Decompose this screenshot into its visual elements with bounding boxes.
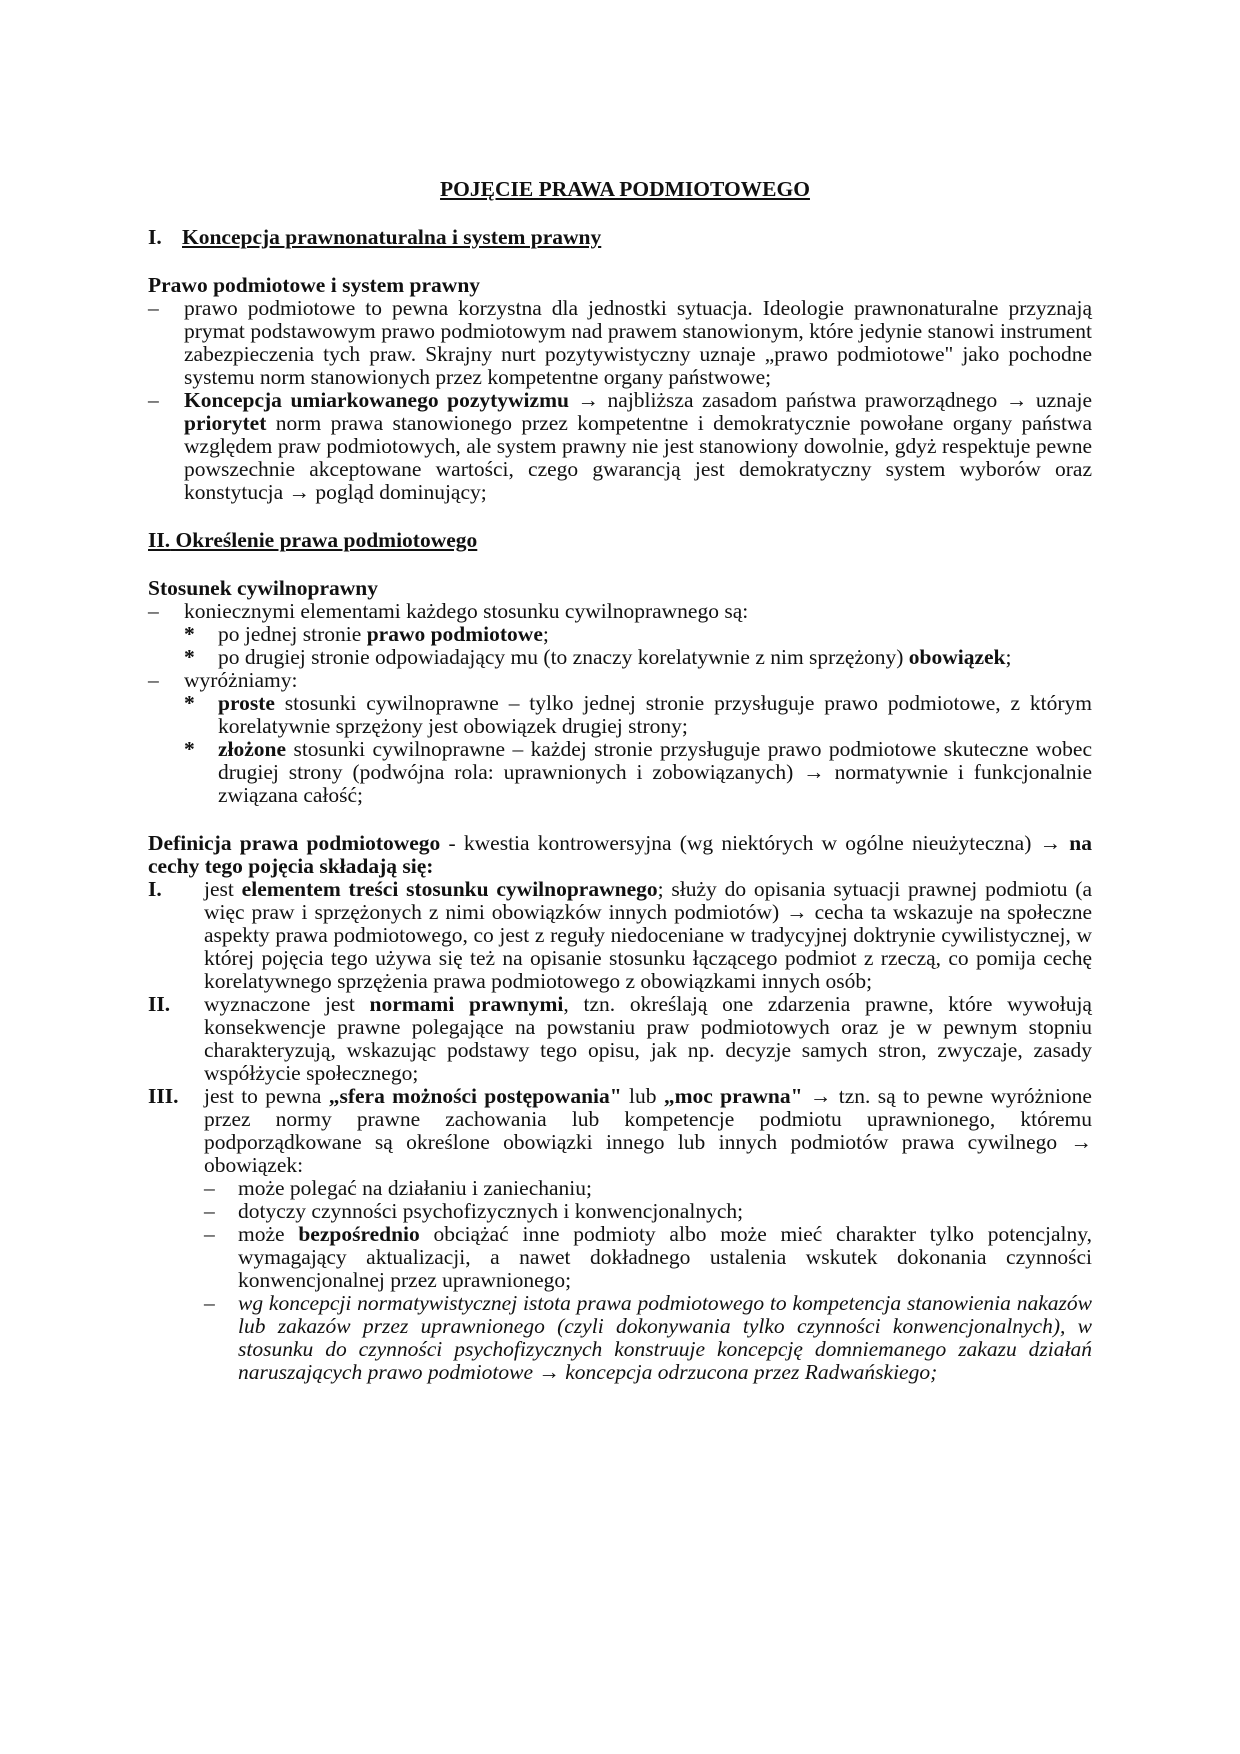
bold-term: priorytet <box>184 411 267 435</box>
bold-term: proste <box>218 691 275 715</box>
nested-list-item <box>148 1200 1092 1223</box>
roman-list-item-text: jest elementem treści stosunku cywilnoprawnego; służy do opisania sytuacji prawnej podmiotu (a więc praw i sprzężonych z nimi obowiązków innych podmiotów) → cecha ta wskazuje na społeczne aspekty prawa podmiotowego, co jest z reguły niedoceniane w tradycyjnej doktrynie cywilistycznej, w której pojęcia tego używa się też na opisanie stosunku łączącego podmiot z rzeczą, co pomija cechę korelatywnego sprzężenia prawa podmiotowego z obowiązkami innych osób; <box>204 877 1093 993</box>
dash-bullet: – <box>148 599 159 623</box>
roman-numeral: II. <box>148 992 171 1016</box>
sub-list-item <box>148 623 1092 646</box>
document-title: POJĘCIE PRAWA PODMIOTOWEGO <box>440 177 810 201</box>
document-content <box>148 178 1092 1384</box>
bold-term: bezpośrednio <box>298 1222 420 1246</box>
dash-bullet: – <box>148 296 159 320</box>
dash-bullet: – <box>204 1176 215 1200</box>
bold-term: normami prawnymi <box>369 992 564 1016</box>
roman-list-item <box>148 993 1092 1085</box>
section-heading-2 <box>148 529 1092 552</box>
star-bullet: * <box>184 691 195 715</box>
list-item <box>148 297 1092 389</box>
nested-list-item-text <box>238 1292 1092 1384</box>
section-number-2: II. <box>148 528 171 552</box>
dash-bullet: – <box>148 668 159 692</box>
bold-term: „sfera możności postępowania" <box>328 1084 622 1108</box>
bold-term: „moc prawna" <box>663 1084 803 1108</box>
star-bullet: * <box>184 645 195 669</box>
sub-list-item <box>148 692 1092 738</box>
section-title-1: Koncepcja prawnonaturalna i system prawny <box>182 225 602 249</box>
roman-numeral: III. <box>148 1084 179 1108</box>
italic-passage: wg koncepcji normatywistycznej istota prawa podmiotowego to kompetencja stanowienia nakazów lub zakazów przez uprawnionego (czyli dokonywania tylko czynności konwencjonalnych), w stosunku do czynności psychofizycznych konstruuje koncepcję domniemanego zakazu działań naruszających prawo podmiotowe → koncepcja odrzucona przez Radwańskiego; <box>238 1291 1092 1384</box>
list-item <box>148 669 1092 692</box>
subheading-prawo-podmiotowe: Prawo podmiotowe i system prawny <box>148 273 481 297</box>
bold-term: prawo podmiotowe <box>366 622 543 646</box>
nested-list-item <box>148 1177 1092 1200</box>
list-item <box>148 600 1092 623</box>
section-title-2: Określenie prawa podmiotowego <box>175 528 478 552</box>
list-item-text: Koncepcja umiarkowanego pozytywizmu → najbliższa zasadom państwa praworządnego → uznaje priorytet norm prawa stanowionego przez kompetentne i demokratycznie powołane organy państwa względem praw podmiotowych, ale system prawny nie jest stanowiony dowolnie, gdyż respektuje pewne powszechnie akceptowane wartości, czego gwarancją jest demokratyczny system wyborów oraz konstytucja → pogląd dominujący; <box>184 388 1092 504</box>
dash-bullet: – <box>204 1199 215 1223</box>
bold-term: na cechy tego pojęcia składają się: <box>148 831 1092 878</box>
sub-list-item <box>148 646 1092 669</box>
bold-term: Definicja prawa podmiotowego <box>148 831 441 855</box>
roman-numeral: I. <box>148 877 162 901</box>
sub-list-item <box>148 738 1092 807</box>
list-item-text: wyróżniamy: <box>184 668 298 692</box>
sub-list-item-text: złożone stosunki cywilnoprawne – każdej stronie przysługuje prawo podmiotowe skuteczne wobec drugiej strony (podwójna rola: uprawnionych i zobowiązanych) → normatywnie i funkcjonalnie związana całość; <box>218 737 1092 807</box>
list-item-text: koniecznymi elementami każdego stosunku cywilnoprawnego są: <box>184 599 749 623</box>
definition-paragraph: Definicja prawa podmiotowego - kwestia kontrowersyjna (wg niektórych w ogólne nieużyteczna) → na cechy tego pojęcia składają się: <box>148 831 1092 878</box>
roman-list-item <box>148 1085 1092 1177</box>
bold-term: złożone <box>218 737 287 761</box>
bold-term: Koncepcja umiarkowanego pozytywizmu <box>184 388 569 412</box>
roman-list-item <box>148 878 1092 993</box>
roman-list-item-text: wyznaczone jest normami prawnymi, tzn. określają one zdarzenia prawne, które wywołują konsekwencje prawne polegające na powstaniu praw podmiotowych oraz je w pewnym stopniu charakteryzują, wskazując podstawy tego opisu, jak np. decyzje samych stron, zwyczaje, zasady współżycie społecznego; <box>204 992 1092 1085</box>
roman-list-item-text: jest to pewna „sfera możności postępowania" lub „moc prawna" → tzn. są to pewne wyróżnione przez normy prawne zachowania lub kompetencje podmiotu uprawnionego, któremu podporządkowane są określone obowiązki innego lub innych podmiotów prawa cywilnego → obowiązek: <box>204 1084 1092 1177</box>
subheading-stosunek: Stosunek cywilnoprawny <box>148 576 378 600</box>
nested-list-item <box>148 1292 1092 1384</box>
dash-bullet: – <box>204 1222 215 1246</box>
star-bullet: * <box>184 622 195 646</box>
bold-term: elementem treści stosunku cywilnoprawnego <box>241 877 658 901</box>
list-item-text: prawo podmiotowe to pewna korzystna dla jednostki sytuacja. Ideologie prawnonaturalne przyznają prymat podstawowym prawo podmiotowym nad prawem stanowionym, które jedynie stanowi instrument zabezpieczenia tych praw. Skrajny nurt pozytywistyczny uznaje „prawo podmiotowe" jako pochodne systemu norm stanowionych przez kompetentne organy państwowe; <box>184 296 1092 389</box>
sub-list-item-text: proste stosunki cywilnoprawne – tylko jednej stronie przysługuje prawo podmiotowe, z którym korelatywnie sprzężony jest obowiązek drugiej strony; <box>218 691 1092 738</box>
nested-list-item-text: dotyczy czynności psychofizycznych i konwencjonalnych; <box>238 1199 744 1223</box>
sub-list-item-text: po jednej stronie prawo podmiotowe; <box>218 622 549 646</box>
section-heading-1 <box>148 226 1092 249</box>
nested-list-item-text: może bezpośrednio obciążać inne podmioty albo może mieć charakter tylko potencjalny, wymagający aktualizacji, a nawet dokładnego ustalenia wskutek dokonania czynności konwencjonalnej przez uprawnionego; <box>238 1222 1093 1292</box>
sub-list-item-text: po drugiej stronie odpowiadający mu (to znaczy korelatywnie z nim sprzężony) obowiązek; <box>218 645 1012 669</box>
star-bullet: * <box>184 737 195 761</box>
bold-term: obowiązek <box>908 645 1006 669</box>
nested-list-item-text: może polegać na działaniu i zaniechaniu; <box>238 1176 592 1200</box>
list-item <box>148 389 1092 504</box>
section-number-1: I. <box>148 225 162 249</box>
dash-bullet: – <box>204 1291 215 1315</box>
nested-list-item <box>148 1223 1092 1292</box>
dash-bullet: – <box>148 388 159 412</box>
